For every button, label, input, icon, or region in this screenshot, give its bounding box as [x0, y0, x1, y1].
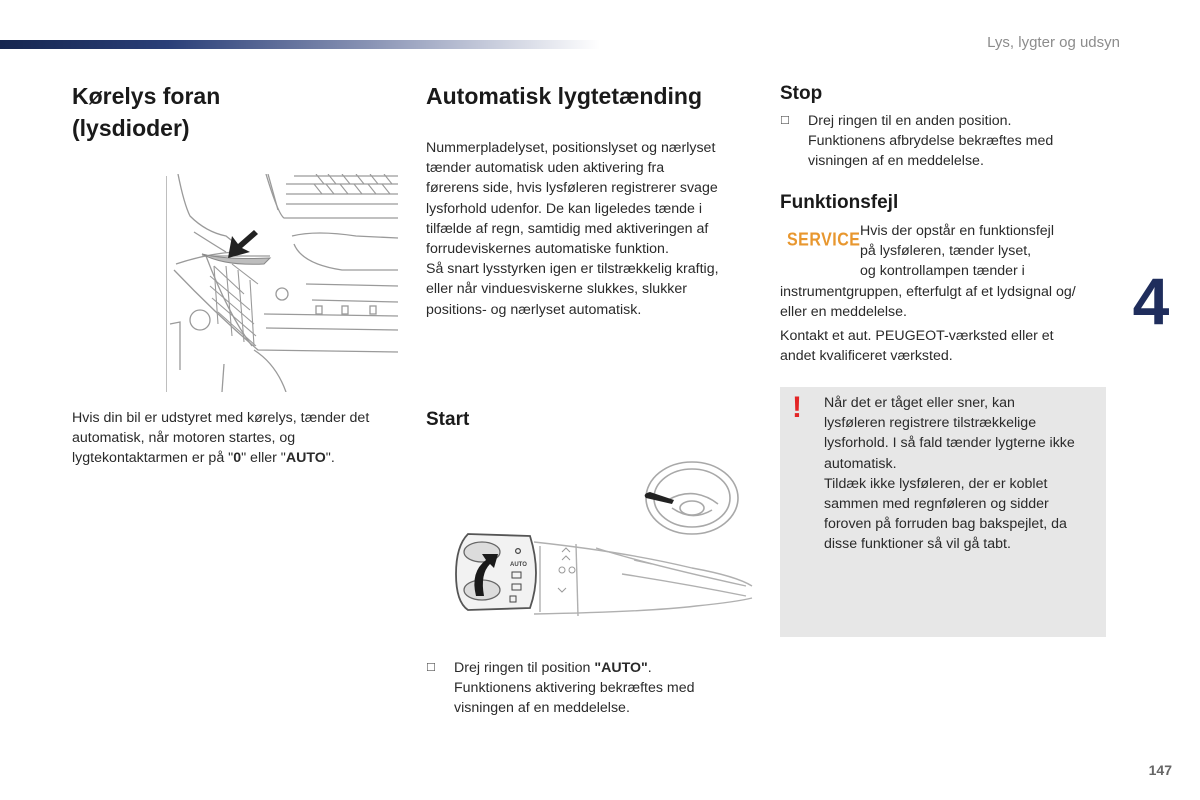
position-auto: AUTO [285, 450, 326, 467]
intro-line: Så snart lysstyrken igen er tilstrækkelig kraftig, [426, 261, 719, 278]
section-title: Lys, lygter og udsyn [987, 34, 1120, 51]
start-text-line: Funktionens aktivering bekræftes med [454, 680, 695, 697]
note-line: Tildæk ikke lysføleren, der er koblet [824, 475, 1048, 492]
page-number: 147 [1148, 762, 1172, 778]
stalk-drawing [446, 456, 754, 638]
heading-start: Start [426, 409, 470, 430]
intro-line: Nummerpladelyset, positionslyset og nærlyset [426, 140, 716, 156]
intro-line: førerens side, hvis lysføleren registrerer svage [426, 180, 718, 197]
bullet-square-icon: ☐ [426, 662, 436, 674]
daytime-text-part1: Hvis din bil er udstyret med kørelys, tænder det automatisk, når motoren startes, og lygtekontaktarmen er på " [72, 410, 370, 467]
warning-exclamation-icon: ! [792, 391, 802, 424]
start-text-pre: Drej ringen til position [454, 660, 595, 676]
note-line: lysforhold. I så fald tænder lygterne ikke [824, 435, 1075, 452]
position-zero: 0 [233, 450, 242, 467]
heading-stop: Stop [780, 83, 823, 104]
intro-line: positions- og nærlyset automatisk. [426, 301, 642, 318]
intro-line: lysforhold udenfor. De kan ligeledes tænde i [426, 200, 703, 217]
warning-note-text [824, 393, 1100, 555]
start-text-line: visningen af en meddelelse. [454, 700, 630, 717]
fault-line: og kontrollampen tænder i [860, 263, 1025, 280]
intro-line: tænder automatisk uden aktivering fra [426, 160, 665, 177]
heading-line-2: (lysdioder) [72, 115, 190, 141]
note-line: foroven på forruden bag bakspejlet, da [824, 516, 1067, 533]
stop-text-line: Drej ringen til en anden position. [808, 113, 1012, 129]
start-auto-bold: "AUTO" [594, 660, 648, 676]
stop-instruction [780, 111, 1110, 172]
malfunction-text-full [780, 282, 1110, 322]
heading-malfunction: Funktionsfejl [780, 192, 899, 213]
stop-text-line: Funktionens afbrydelse bekræftes med [808, 133, 1054, 150]
note-line: lysføleren registrere tilstrækkelige [824, 415, 1037, 432]
note-line: automatisk. [824, 455, 897, 472]
service-warning-icon: SERVICE [787, 230, 861, 251]
daytime-lights-text [72, 408, 392, 469]
fault-line: Hvis der opstår en funktionsfejl [860, 223, 1054, 239]
stop-instruction-list [780, 111, 1110, 172]
contact-line: andet kvalificeret værksted. [780, 348, 953, 365]
bumper-drawing [166, 174, 398, 392]
contact-dealer-text [780, 326, 1110, 366]
heading-auto-lighting: Automatisk lygtetænding [426, 83, 703, 109]
intro-line: forrudeviskernes automatiske funktion. [426, 241, 669, 258]
note-line: sammen med regnføleren og sidder [824, 496, 1049, 513]
start-text-post: . [647, 660, 652, 676]
heading-daytime-lights [72, 80, 220, 144]
fault-line: eller en meddelelse. [780, 304, 907, 321]
daytime-text-part3: ". [325, 450, 335, 467]
lighting-stalk-illustration [446, 456, 754, 638]
start-instruction [426, 658, 746, 719]
chapter-number: 4 [1132, 264, 1170, 338]
header-accent-bar [0, 40, 600, 49]
fault-line: instrumentgruppen, efterfulgt af et lydsignal og/ [780, 284, 1076, 300]
stop-text-line: visningen af en meddelelse. [808, 153, 984, 170]
start-instruction-list [426, 658, 746, 719]
note-line: disse funktioner så vil gå tabt. [824, 536, 1011, 553]
malfunction-text-indented [860, 221, 1110, 282]
intro-line: eller når vinduesviskerne slukkes, slukker [426, 281, 688, 298]
note-line: Når det er tåget eller sner, kan [824, 395, 1015, 411]
fault-line: på lysføleren, tænder lyset, [860, 243, 1032, 260]
stalk-auto-label: AUTO [510, 562, 527, 568]
heading-line-1: Kørelys foran [72, 83, 221, 109]
front-bumper-illustration [166, 174, 398, 392]
warning-note-box [780, 387, 1106, 637]
intro-line: tilfælde af regn, samtidig med aktiveringen af [426, 220, 709, 237]
bullet-square-icon: ☐ [780, 115, 790, 127]
auto-lighting-text [426, 138, 756, 320]
daytime-text-part2: " eller " [241, 450, 286, 467]
contact-line: Kontakt et aut. PEUGEOT-værksted eller et [780, 328, 1054, 344]
